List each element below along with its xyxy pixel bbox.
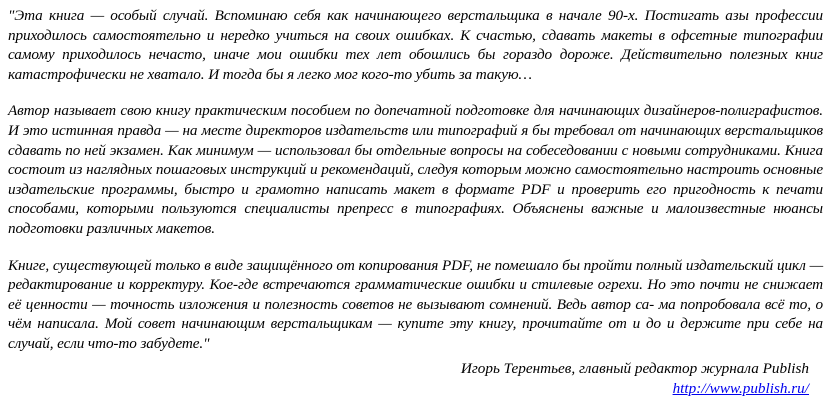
review-paragraph-3: Книге, существующей только в виде защищённого от копирования PDF, не помешало бы пройти полный издательский цикл — редактирование и корректуру. Кое-где встречаются грамматические ошибки и стилевые огрехи. Но это почти не снижает её ценности — точность изложения и полезность советов не вызывают сомнений. Ведь автор са- ма попробовала всё то, о чём написала. Мой совет начинающим верстальщикам — купите эту книгу, прочитайте от и до и держите при себе на случай, если что-то забудете.": [8, 256, 823, 352]
publish-link[interactable]: http://www.publish.ru/: [672, 380, 809, 397]
review-quote: [8, 6, 823, 371]
review-paragraph-1: "Эта книга — особый случай. Вспоминаю себя как начинающего верстальщика в начале 90-х. Постигать азы профессии приходилось самостоятельно и нередко учиться на своих ошибках. К счастью, сдавать макеты в офсетные типографии самому приходилось нечасто, иначе мои ошибки тех лет обошлись бы гораздо дороже. Действительно полезных книг катастрофически не хватало. И тогда бы я легко мог кого-то убить за такую…: [8, 7, 823, 83]
review-paragraph-2: Автор называет свою книгу практическим пособием по допечатной подготовке для начинающих дизайнеров-полиграфистов. И это истинная правда — на месте директоров издательств или типографий я бы требовал от начинающих верстальщиков сдавать по ней экзамен. Как минимум — использовал бы отдельные вопросы на собеседовании с новыми сотрудниками. Книга состоит из наглядных пошаговых инструкций и рекомендаций, следуя которым можно самостоятельно настроить основные издательские программы, быстро и грамотно написать макет в формате PDF и проверить его пригодность к печати способами, которыми пользуются специалисты препресс в типографиях. Объяснены важные и малоизвестные нюансы подготовки различных макетов.: [8, 102, 823, 237]
review-signature: [461, 359, 809, 399]
review-author: Игорь Терентьев, главный редактор журнала Publish: [460, 360, 809, 377]
